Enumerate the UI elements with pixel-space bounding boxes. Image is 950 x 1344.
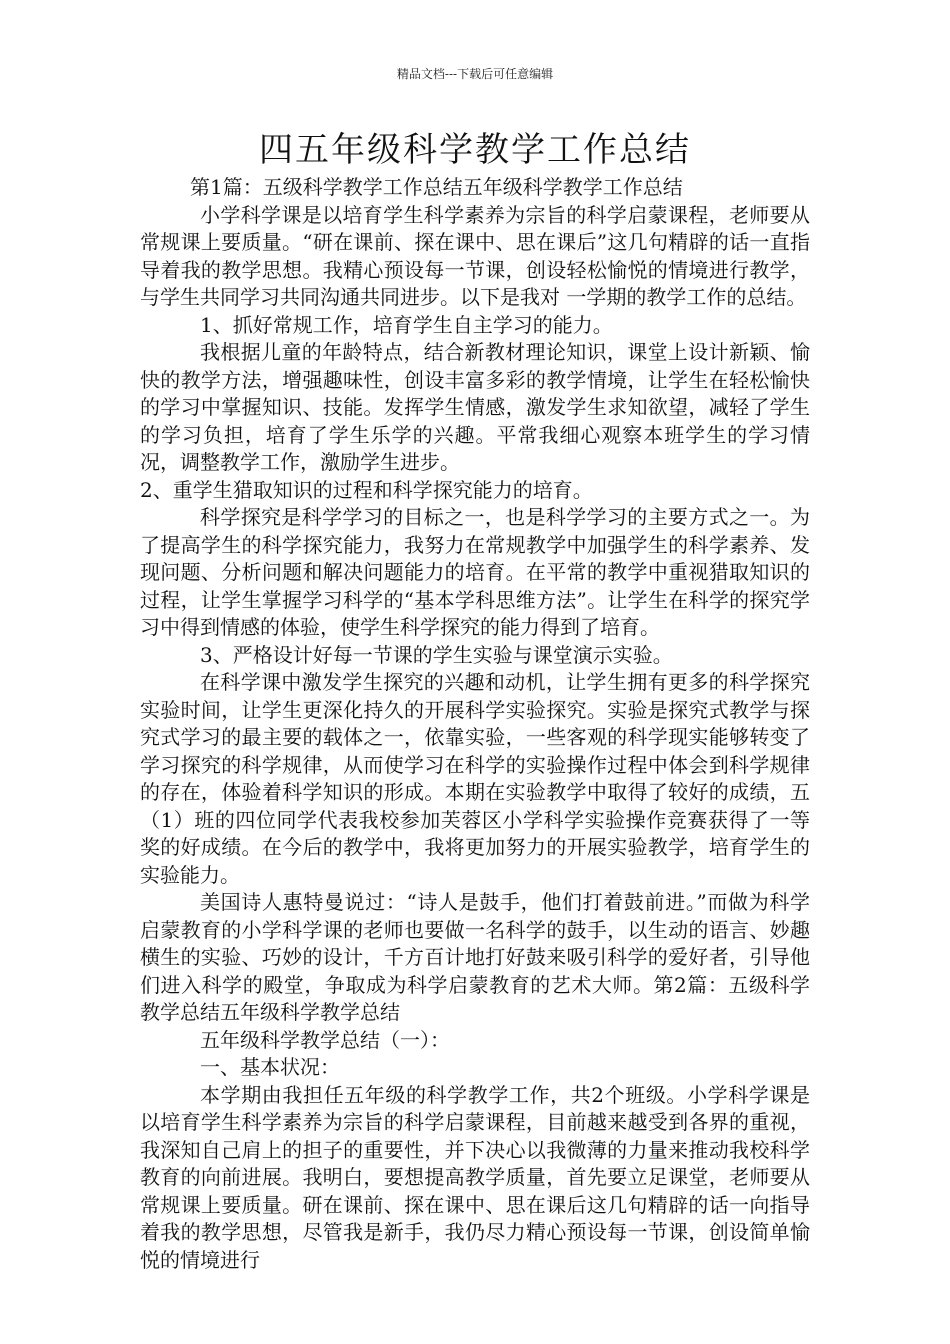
body-paragraph: 我根据儿童的年龄特点，结合新教材理论知识，课堂上设计新颖、愉快的教学方法，增强趣味性，创设丰富多彩的教学情境，让学生在轻松愉快的学习中掌握知识、技能。发挥学生情感，激发学生求知欲望，减轻了学生的学习负担，培育了学生乐学的兴趣。平常我细心观察本班学生的学习情况，调整教学工作，激励学生进步。 bbox=[140, 340, 810, 474]
section-heading-1: 第1篇：五级科学教学工作总结五年级科学教学工作总结 bbox=[190, 175, 683, 199]
list-heading: 2、重学生猎取知识的过程和科学探究能力的培育。 bbox=[140, 477, 593, 502]
list-heading: 1、抓好常规工作，培育学生自主学习的能力。 bbox=[200, 312, 613, 337]
body-paragraph: 小学科学课是以培育学生科学素养为宗旨的科学启蒙课程，老师要从常规课上要质量。“研在课前、探在课中、思在课后”这几句精辟的话一直指导着我的教学思想。我精心预设每一节课，创设轻松愉悦的情境进行教学，与学生共同学习共同沟通共同进步。以下是我对 一学期的教学工作的总结。 bbox=[140, 202, 810, 309]
document-body bbox=[140, 174, 810, 1274]
page-header: 精品文档---下载后可任意编辑 bbox=[396, 67, 554, 81]
section-subheading: 五年级科学教学总结（一）： bbox=[200, 1027, 450, 1052]
body-paragraph: 本学期由我担任五年级的科学教学工作，共2个班级。小学科学课是以培育学生科学素养为宗旨的科学启蒙课程，目前越来越受到各界的重视，我深知自己肩上的担子的重要性，并下决心以我微薄的力量来推动我校科学教育的向前进展。我明白，要想提高教学质量，首先要立足课堂，老师要从常规课上要质量。研在课前、探在课中、思在课后这几句精辟的话一向指导着我的教学思想，尽管我是新手，我仍尽力精心预设每一节课，创设简单愉悦的情境进行 bbox=[140, 1082, 810, 1272]
body-paragraph: 在科学课中激发学生探究的兴趣和动机，让学生拥有更多的科学探究实验时间，让学生更深化持久的开展科学实验探究。实验是探究式教学与探究式学习的最主要的载体之一，依靠实验，一些客观的科学现实能够转变了学习探究的科学规律，从而使学习在科学的实验操作过程中体会到科学规律的存在，体验着科学知识的形成。本期在实验教学中取得了较好的成绩，五（1）班的四位同学代表我校参加芙蓉区小学科学实验操作竞赛获得了一等奖的好成绩。在今后的教学中，我将更加努力的开展实验教学，培育学生的实验能力。 bbox=[140, 670, 810, 887]
body-paragraph: 美国诗人惠特曼说过：“诗人是鼓手，他们打着鼓前进。”而做为科学启蒙教育的小学科学课的老师也要做一名科学的鼓手，以生动的语言、妙趣横生的实验、巧妙的设计，千方百计地打好鼓来吸引科学的爱好者，引导他们进入科学的殿堂，争取成为科学启蒙教育的艺术大师。第2篇：五级科学教学总结五年级科学教学总结 bbox=[140, 890, 810, 1024]
section-subheading: 一、基本状况： bbox=[200, 1055, 340, 1079]
body-paragraph: 科学探究是科学学习的目标之一，也是科学学习的主要方式之一。为了提高学生的科学探究能力，我努力在常规教学中加强学生的科学素养、发现问题、分析问题和解决问题能力的培育。在平常的教学中重视猎取知识的过程，让学生掌握学习科学的“基本学科思维方法”。让学生在科学的探究学习中得到情感的体验，使学生科学探究的能力得到了培育。 bbox=[140, 505, 810, 639]
document-title: 四五年级科学教学工作总结 bbox=[259, 130, 691, 170]
list-heading: 3、严格设计好每一节课的学生实验与课堂演示实验。 bbox=[200, 642, 673, 667]
